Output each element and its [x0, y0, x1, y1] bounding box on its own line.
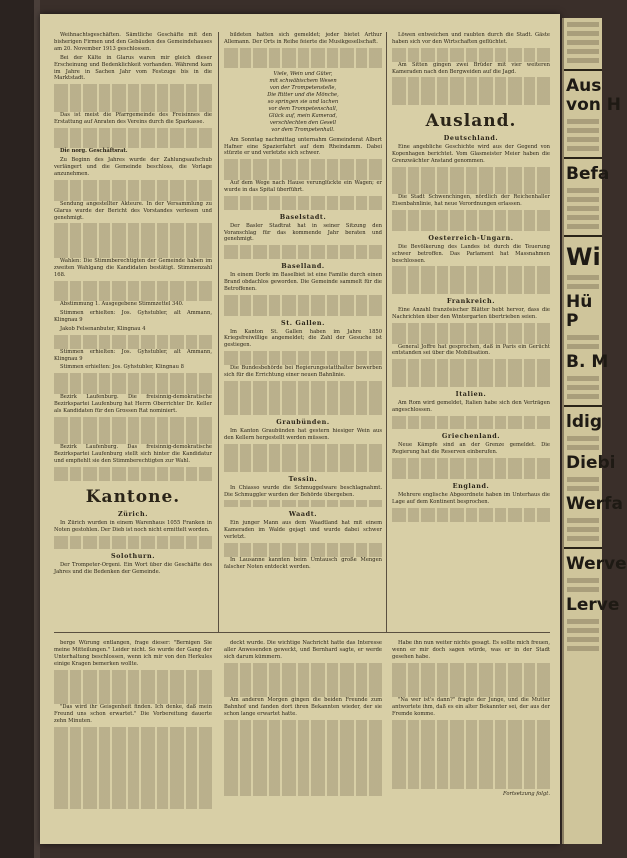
newspaper-page [40, 14, 560, 844]
article-text: Zu Beginn des Jahres wurde der Zahlungsaufschub verlängert und die Gemeinde beschloss, die Vorlage anzunehmen. [54, 157, 212, 178]
article-text: Die Stadt Schwenchingen, nördlich der Reichenhaller Eisenbahnlinie, hat neue Verordnungen erlassen. [392, 194, 550, 208]
story-text: berge Würung entlangen, frage dieser: "Bernigen Sie meine Mitteilungen." Leider nicht. So wurde der Gang der Unterhaltung beschlossen, wenn ich mir von den Herkules einige Kragen bemerken wollte. [54, 640, 212, 667]
column-3 [392, 32, 550, 522]
result-line: Abstimmung 1. Ausgegebene Stimmzettel 340. [60, 301, 184, 308]
feuilleton-column-2 [224, 640, 382, 796]
subheading: Zürich. [117, 509, 149, 518]
article-text: Die Bundesbehörde bei Regierungsstatthalter bewerben sich für die Errichtung einer neuen Bahnlinie. [224, 365, 382, 378]
story-text: Habe ihn nun weiter nichts gesagt. Es sollte mich freuen, wenn er mir doch sagen würde, was er in der Stadt gesehen habe. [392, 640, 550, 660]
article-text: In einem Dorfe im Baselbiet ist eine Familie durch einen Brand obdachlos geworden. Die Gemeinde sammelt für die Betroffenen. [224, 272, 382, 292]
poem-line: Viele, Wein und Güter, [273, 71, 333, 78]
book-spine [0, 0, 40, 858]
poem [224, 71, 382, 133]
feuilleton-rule [54, 632, 550, 633]
ad-fragment: Aus [566, 76, 602, 96]
ad-fragment: Diebi [566, 453, 616, 473]
ad-fragment: Lerve [566, 595, 620, 615]
result-line: Stimmen erhielten: Jos. Gyhstubler, alt Ammann, Klingnau 9 [54, 310, 212, 324]
article-text: Mehrere englische Abgeordnete haben im Unterhaus die Lage auf dem Kontinent besprochen. [392, 491, 550, 505]
ad-fragment: Hü [566, 292, 593, 312]
subheading: England. [452, 481, 490, 490]
article-text: In Zürich wurden in einem Warenhaus 1055 Franken in Noten gestohlen. Der Dieb ist noch nicht ermittelt worden. [54, 519, 212, 533]
ad-fragment: Werve [566, 554, 627, 574]
article-text: Am Sitten gingen zwei Brüder mit vier weiteren Kameraden nach den Bergweiden auf die Jagd. [392, 61, 550, 75]
article-text: Wahlen: Die Stimmberechtigten der Gemeinde haben im zweiten Wahlgang die Kandidaten bestätigt. Stimmenzahl 168. [54, 257, 212, 278]
poem-line: mit schwäbischem Wesen [269, 78, 337, 85]
story-text: "Das wird ihr Geisgenheit finden. Ich denke, daß mein Freund uns schon erwartet." Die Vorbereitung dauerte zehn Minuten. [54, 704, 212, 724]
article-text: Im Kanton St. Gallen haben im Jahre 1850 Kriegsfreiwillige angemeldet; die Zahl der Gesuche ist gestiegen. [224, 328, 382, 349]
to-be-continued: Fortsetzung folgt. [503, 790, 550, 797]
ad-fragment: P [566, 311, 579, 331]
subheading: Baselland. [281, 262, 325, 271]
subheading: Solothurn. [110, 552, 156, 561]
article-text: Das ist meist die Pfarrgemeinde des Freisinnes die Erstattung auf Anraten des Vereins durch die Sparkasse. [54, 111, 212, 125]
article-text: In Chiasso wurde die Schmuggelware beschlagnahmt. Die Schmuggler wurden der Behörde übergeben. [224, 484, 382, 498]
ad-fragment: B. M [566, 352, 609, 372]
subheading: Frankreich. [446, 297, 496, 306]
feuilleton-column-3 [392, 640, 550, 798]
poem-line: verschlechten den Gesell [269, 119, 337, 126]
article-text: Im Kanton Graubünden hat gestern hiesiger Wein aus den Kellern hergestellt werden müssen. [224, 428, 382, 442]
result-line: Jakob Felsenanbuter, Klingnau 4 [60, 325, 146, 332]
subheading: Griechenland. [441, 432, 501, 441]
poem-line: so springen sie und lachen [267, 99, 339, 106]
subheading: St. Gallen. [280, 318, 325, 327]
subheading: Tessin. [288, 474, 318, 483]
poem-line: vor dem Trompetenschall, [268, 106, 338, 113]
subheading: Oesterreich-Ungarn. [428, 233, 514, 242]
article-text: Sendung angestellter Akteure. In der Versammlung zu Glarus wurde der Bericht des Vorstandes verlesen und genehmigt. [54, 200, 212, 221]
article-text: Eine Anzahl französischer Blätter hebt hervor, dass die Nachrichten über den Wintergarten übertrieben seien. [392, 307, 550, 320]
ad-fragment: Werfa [566, 494, 623, 514]
subheading: Italien. [455, 389, 487, 398]
article-text: Die norg. Geschäftsrat. [60, 148, 128, 155]
article-text: General Joffre hat gesprochen, daß in Paris ein Gerücht entstanden sei über die Mobilisation. [392, 343, 550, 357]
subheading: Deutschland. [443, 133, 499, 142]
poem-line: Glück auf, mein Kamerad, [268, 112, 338, 119]
article-text: In Lausanne kannten beim Umtausch große Mengen falscher Noten entdeckt werden. [224, 556, 382, 570]
article-text: Die Bevölkerung des Landes ist durch die Teuerung schwer betroffen. Das Parlament hat Massnahmen beschlossen. [392, 243, 550, 264]
article-text: Löwen entweichen und raubten durch die Stadt. Gäste haben sich vor den Wirtschaften geflüchtet. [392, 32, 550, 45]
adjacent-page-edge [562, 18, 627, 844]
poem-line: von der Trompetenstelle, [269, 85, 337, 92]
article-text: Der Trompeter-Orgeni. Ein Wort über die Geschäfte des Jahres und die Bedenken der Gemeinde. [54, 562, 212, 576]
ad-fragment: ldig [566, 412, 602, 432]
story-text: "Na wer ist's dann?" fragte der Junge, und die Mutter antwortete ihm, daß es ein alter Bekannter sei, der aus der Fremde komme. [392, 697, 550, 717]
story-text: Am anderen Morgen gingen die beiden Freunde zum Bahnhof und fanden dort ihren Bekannten wieder, der sie schon lange erwartet hatte. [224, 697, 382, 717]
feuilleton-column-1 [54, 640, 212, 809]
article-text: Eine angebliche Geschichte wird aus der Gegend von Kopenhagen berichtet. Vom Glasmeister Meier haben die Grenzwächter Anstand genommen. [392, 143, 550, 164]
article-text: Neue Kämpfe sind an der Grenze gemeldet. Die Regierung hat die Reserven einberufen. [392, 442, 550, 456]
article-text: Bei der Kälte in Glarus waren mir gleich dieser Erscheinung und Bedenklichkeit vorhanden. Während kam im Jahre in Sachen Jahr vom Festzuge bis in die Marktstadt. [54, 54, 212, 82]
subheading: Graubünden. [276, 418, 330, 427]
column-divider [386, 32, 387, 632]
result-line: Stimmen erhielten: Jos. Gyhstubler, Klingnau 8 [60, 364, 184, 371]
section-heading: Kantone. [85, 486, 181, 507]
article-text: Ein junger Mann aus dem Waadtland hat mit einem Kameraden im Walde gejagt und wurde dabei schwer verletzt. [224, 520, 382, 541]
article-text: Der Basler Stadtrat hat in seiner Sitzung den Voranschlag für das kommende Jahr beraten und genehmigt. [224, 222, 382, 243]
ad-fragment: von H [566, 95, 622, 115]
poem-line: vor dem Trompetenhall. [271, 126, 335, 133]
ad-fragment: Befa [566, 164, 610, 184]
subheading: Baselstadt. [279, 212, 327, 221]
ad-fragment: Wi [566, 243, 601, 271]
article-text: Am Rom wird gemeldet, Italien habe sich den Verträgen angeschlossen. [392, 399, 550, 413]
result-line: Stimmen erhielten: Jos. Gyhstubler, alt Ammann, Klingnau 9 [54, 348, 212, 362]
subheading: Waadt. [288, 510, 318, 519]
article-text: Auf dem Wege nach Hause verunglückte ein Wagen; er wurde in das Spital überführt. [224, 180, 382, 193]
column-1 [54, 32, 212, 578]
section-heading: Ausland. [425, 110, 517, 131]
article-text: Am Sonntag nachmittag unternahm Gemeinderat Albert Hafner eine Spazierfahrt auf dem Rheindamm. Dabei stürzte er und verletzte sich schwer. [224, 136, 382, 157]
article-text: Weihnachtsgeschäften. Sämtliche Geschäfte mit den bisherigen Firmen und den Gebäuden des Gemeindehauses am 20. November 1913 geschlossen. [54, 32, 212, 52]
column-2 [224, 32, 382, 573]
article-text: Bezirk Laufenburg. Die freisinnig-demokratische Bezirkspartei Laufenburg hat Herrn Oberrichter Dr. Keller als Kandidaten für den Grossen Rat nominiert. [54, 394, 212, 414]
column-divider [218, 32, 219, 632]
poem-line: Die Ritter und die Mönche, [267, 92, 339, 99]
article-text: bildeten hatten sich gemeldet; jeder bietet Arthur Allemann. Der Orts in Reihe feierte die Musikgesellschaft. [224, 32, 382, 45]
story-text: deckt wurde. Die wichtige Nachricht hatte das Interesse aller Anwesenden geweckt, und Bernhard sagte, er werde sich darum kümmern. [224, 640, 382, 660]
article-text: Bezirk Laufenburg. Das freisinnig-demokratische Bezirkspartei Laufenburg stellt sich hinter die Kandidatur und empfiehlt sie den Stimmberechtigten zur Wahl. [54, 444, 212, 465]
